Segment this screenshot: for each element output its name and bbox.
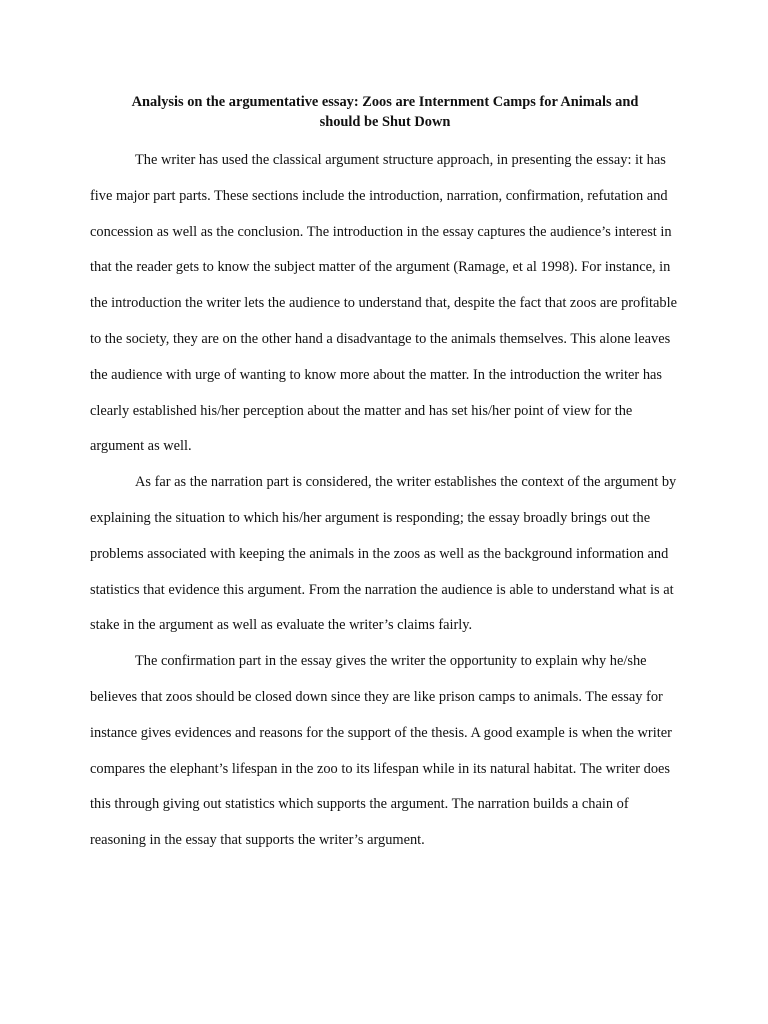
paragraph-introduction: The writer has used the classical argument structure approach, in presenting the essay: it has five major part parts. These sections include the introduction, narration, confirmation, refutation and concession as well as the conclusion. The introduction in the essay captures the audience’s interest in that the reader gets to know the subject matter of the argument (Ramage, et al 1998). For instance, in the introduction the writer lets the audience to understand that, despite the fact that zoos are profitable to the society, they are on the other hand a disadvantage to the animals themselves. This alone leaves the audience with urge of wanting to know more about the matter. In the introduction the writer has clearly established his/her perception about the matter and has set his/her point of view for the argument as well. [90,152,678,455]
paragraph-confirmation: The confirmation part in the essay gives the writer the opportunity to explain why he/she believes that zoos should be closed down since they are like prison camps to animals. The essay for instance gives evidences and reasons for the support of the thesis. A good example is when the writer compares the elephant’s lifespan in the zoo to its lifespan while in its natural habitat. The writer does this through giving out statistics which supports the argument. The narration builds a chain of reasoning in the essay that supports the writer’s argument. [90,653,672,849]
title-line-1: Analysis on the argumentative essay: Zoos are Internment Camps for Animals and [131,94,639,110]
document-body [90,143,680,859]
title-line-2: should be Shut Down [319,114,451,130]
document-title [90,92,680,132]
paragraph-narration: As far as the narration part is considered, the writer establishes the context of the argument by explaining the situation to which his/her argument is responding; the essay broadly brings out the problems associated with keeping the animals in the zoos as well as the background information and statistics that evidence this argument. From the narration the audience is able to understand what is at stake in the argument as well as evaluate the writer’s claims fairly. [90,474,677,634]
